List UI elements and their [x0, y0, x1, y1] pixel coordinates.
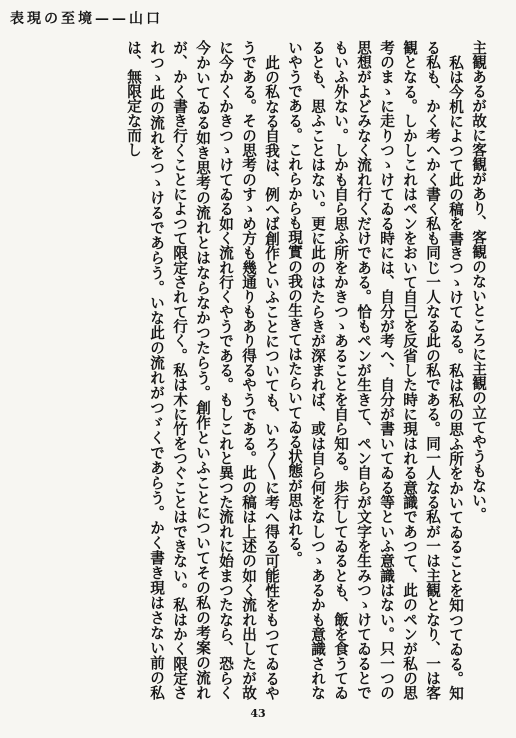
paragraph: 私は今机によつて此の稿を書きつゝけてゐる。私は私の思ふ所をかいてゐることを知つてゐる。知る私も、かく考へかく書く私も同じ一人なる此の私である。同一人なる私が一は主観となり、一は客観となる。しかしこれはペンをおいて自己を反省した時に現はれる意識であつて、此のペンが私の思考のまゝに走りつゝけてゐる時には、自分が考へ、自分が書いてゐる等といふ意識はない。只一つの思想がよどみなく流れ行くだけである。恰もペンが生きて、ペン自らが文字を生みつゝけてゐるとでもいふ外ない。しかも自ら思ふ所をかきつゝあることを自ら知る。歩行してゐるとも、飯を食うてゐるとも、思ふことはない。更に此のはたらきが深まれば、或は自ら何をなしつゝあるかも意識されないやうである。これらからも現實の我の生きてはたらいてゐる状態が思はれる。: [286, 40, 464, 700]
paragraph: 此の私なる自我は、例へば創作といふことについても、いろ〳〵に考へ得る可能性をもつてゐるやうである。その思考のすゝめ方も幾通りもあり得るやうである。此の稿は上述の如く流れ出したが故に今かくかきつゝけてゐる如く流れ行くやうである。もしこれと異つた流れに始まつたなら、恐らく今かいてゐる如き思考の流れとはならなかつたらう。創作といふことについてその私の考案の流れが、かく書き行くことによつて限定されて行く。私は木に竹をつぐことはできない。私はかく限定されつゝ此の流れをつゝけるであらう。いな此の流れがつゞくであらう。かく書き現はさない前の私は、無限定な而し: [125, 40, 280, 700]
running-head: 表現の至境——山口: [10, 11, 163, 27]
page-number: 43: [250, 707, 266, 720]
vertical-body-text: [10, 40, 490, 700]
paragraph: 主観あるが故に客観があり、客観のないところに主観の立てやうもない。: [470, 40, 487, 522]
